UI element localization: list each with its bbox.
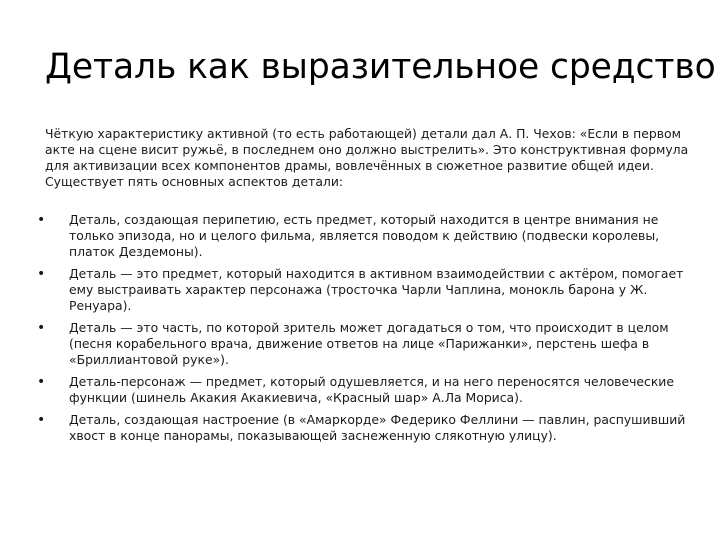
aspect-text: Деталь, создающая перипетию, есть предмет, который находится в центре внимания не только эпизода, но и целого фильма, является поводом к действию (подвески королевы, платок Дездемоны). <box>69 212 660 259</box>
aspect-item-2 <box>37 266 690 314</box>
intro-paragraph: Чёткую характеристику активной (то есть работающей) детали дал А. П. Чехов: «Если в первом акте на сцене висит ружьё, в последнем оно должно выстрелить». Это конструктивная формула для активизации всех компонентов драмы, вовлечённых в сюжетное развитие общей идеи. <box>45 126 689 173</box>
aspect-text: Деталь — это предмет, который находится в активном взаимодействии с актёром, помогает ему выстраивать характер персонажа (тросточка Чарли Чаплина, монокль барона у Ж. Ренуара). <box>69 266 684 313</box>
aspect-text: Деталь, создающая настроение (в «Амаркорде» Федерико Феллини — павлин, распушивший хвост в конце панорамы, показывающей заснеженную слякотную улицу). <box>69 412 686 443</box>
bullet-icon: • <box>37 374 46 390</box>
slide-body <box>37 126 690 450</box>
intro-block <box>45 126 690 190</box>
bullet-icon: • <box>37 412 46 428</box>
bullet-icon: • <box>37 320 46 336</box>
aspect-item-3 <box>37 320 690 368</box>
lead-sentence: Существует пять основных аспектов детали: <box>45 174 344 189</box>
aspect-item-4 <box>37 374 690 406</box>
aspect-item-5 <box>37 412 690 444</box>
bullet-icon: • <box>37 266 46 282</box>
slide-title: Деталь как выразительное средство <box>45 47 716 88</box>
aspect-text: Деталь-персонаж — предмет, который одушевляется, и на него переносятся человеческие функции (шинель Акакия Акакиевича, «Красный шар» А.Ла Мориса). <box>69 374 674 405</box>
aspects-list <box>37 212 690 444</box>
aspect-item-1 <box>37 212 690 260</box>
bullet-icon: • <box>37 212 46 228</box>
aspect-text: Деталь — это часть, по которой зритель может догадаться о том, что происходит в целом (песня корабельного врача, движение ответов на лице «Парижанки», перстень шефа в «Бриллиантовой руке»). <box>69 320 669 367</box>
